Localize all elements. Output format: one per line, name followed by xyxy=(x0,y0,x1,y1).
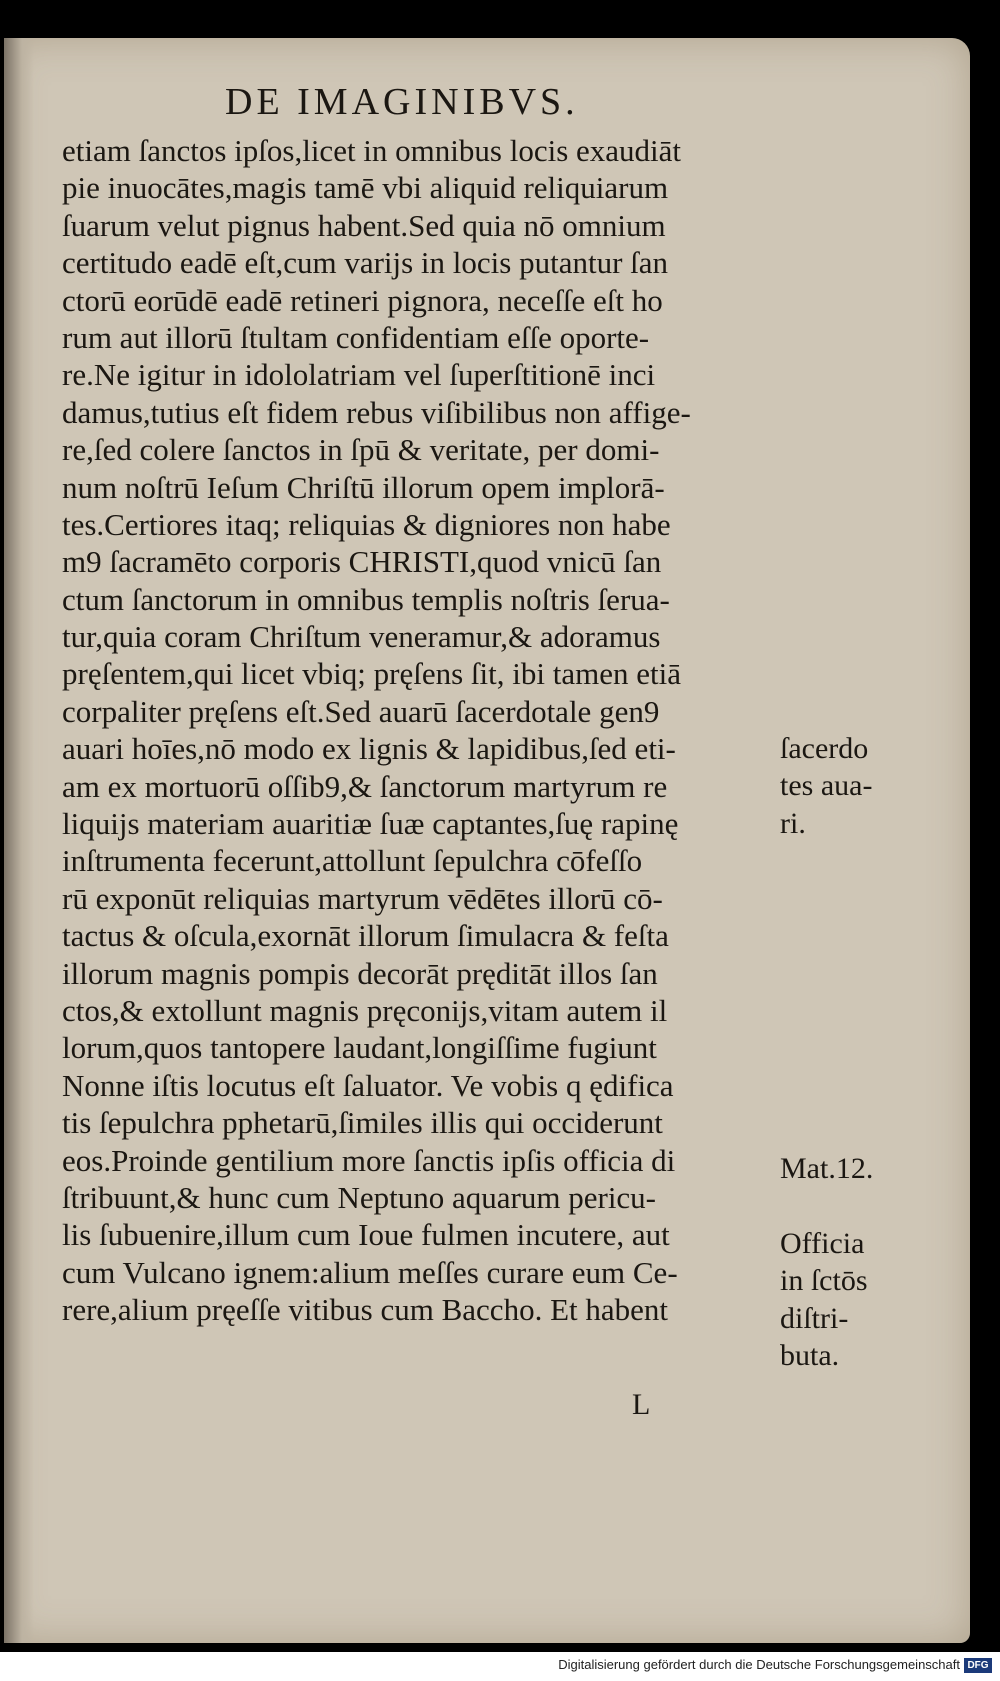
text-line: re,ſed colere ſanctos in ſpū & veritate, per domi- xyxy=(62,432,660,468)
body-text xyxy=(62,132,782,1329)
text-line: etiam ſanctos ipſos,licet in omnibus locis exaudiāt xyxy=(62,133,682,168)
text-line: m9 ſacramēto corporis CHRISTI,quod vnicū ſan xyxy=(62,544,662,580)
margin-note-line: Officia xyxy=(780,1227,865,1260)
margin-note-mat xyxy=(780,1150,900,1187)
text-line: tur,quia coram Chriſtum veneramur,& adoramus xyxy=(62,619,661,655)
text-line: ſuarum velut pignus habent.Sed quia nō omnium xyxy=(62,207,666,243)
margin-note-line: ſacerdo xyxy=(780,732,869,765)
text-line: re.Ne igitur in idololatriam vel ſuperſtitionē inci xyxy=(62,357,656,393)
text-line: inſtrumenta fecerunt,attollunt ſepulchra cōfeſſo xyxy=(62,843,643,879)
page-gutter-shadow xyxy=(4,38,34,1643)
text-line: eos.Proinde gentilium more ſanctis ipſis officia di xyxy=(62,1142,676,1178)
text-line: rū exponūt reliquias martyrum vēdētes illorū cō- xyxy=(62,880,663,916)
text-line: tes.Certiores itaq; reliquias & digniores non habe xyxy=(62,506,671,542)
text-line: tactus & oſcula,exornāt illorum ſimulacra & feſta xyxy=(62,918,669,954)
text-line: liquijs materiam auaritiæ ſuæ captantes,ſuę rapinę xyxy=(62,806,679,842)
page-header: DE IMAGINIBVS. xyxy=(225,81,579,123)
margin-note-sacerdotes xyxy=(780,730,900,842)
footer-credit: Digitalisierung gefördert durch die Deutsche Forschungsgemeinschaft xyxy=(558,1657,960,1672)
margin-note-line: ri. xyxy=(780,806,806,840)
margin-note-line: diſtri- xyxy=(780,1301,849,1335)
text-line: ſtribuunt,& hunc cum Neptuno aquarum pericu- xyxy=(62,1179,657,1215)
dfg-logo: DFG xyxy=(964,1658,992,1673)
text-line: Nonne iſtis locutus eſt ſaluator. Ve vobis q ędifica xyxy=(62,1067,674,1103)
text-line: damus,tutius eſt fidem rebus viſibilibus non affige- xyxy=(62,394,691,430)
text-line: illorum magnis pompis decorāt pręditāt illos ſan xyxy=(62,955,658,991)
text-line: ctos,& extollunt magnis pręconijs,vitam autem il xyxy=(62,992,668,1028)
margin-note-line: buta. xyxy=(780,1339,840,1373)
text-line: am ex mortuorū oſſib9,& ſanctorum martyrum re xyxy=(62,768,668,804)
text-line: lis ſubuenire,illum cum Ioue fulmen incutere, aut xyxy=(62,1217,670,1253)
text-line: corpaliter pręſens eſt.Sed auarū ſacerdotale gen9 xyxy=(62,693,660,729)
text-line: auari hoīes,nō modo ex lignis & lapidibus,ſed eti- xyxy=(62,731,676,767)
text-line: certitudo eadē eſt,cum varijs in locis putantur ſan xyxy=(62,245,669,281)
text-line: pie inuocātes,magis tamē vbi aliquid reliquiarum xyxy=(62,170,669,206)
text-line: ctum ſanctorum in omnibus templis noſtris ſerua- xyxy=(62,581,670,617)
text-line: rum aut illorū ſtultam confidentiam eſſe oporte- xyxy=(62,319,650,355)
text-line: num noſtrū Ieſum Chriſtū illorum opem implorā- xyxy=(62,469,665,505)
margin-note-line: Mat.12. xyxy=(780,1152,874,1185)
text-line: ctorū eorūdē eadē retineri pignora, neceſſe eſt ho xyxy=(62,282,663,318)
margin-note-line: in ſctōs xyxy=(780,1264,868,1298)
margin-note-officia xyxy=(780,1225,900,1375)
signature-mark: L xyxy=(632,1388,651,1421)
text-line: rere,alium pręeſſe vitibus cum Baccho. Et habent xyxy=(62,1292,668,1328)
text-line: lorum,quos tantopere laudant,longiſſime fugiunt xyxy=(62,1030,657,1066)
text-line: pręſentem,qui licet vbiq; pręſens ſit, ibi tamen etiā xyxy=(62,656,681,692)
margin-note-line: tes aua- xyxy=(780,769,873,803)
text-line: tis ſepulchra pphetarū,ſimiles illis qui occiderunt xyxy=(62,1105,663,1141)
text-line: cum Vulcano ignem:alium meſſes curare eum Ce- xyxy=(62,1254,678,1290)
